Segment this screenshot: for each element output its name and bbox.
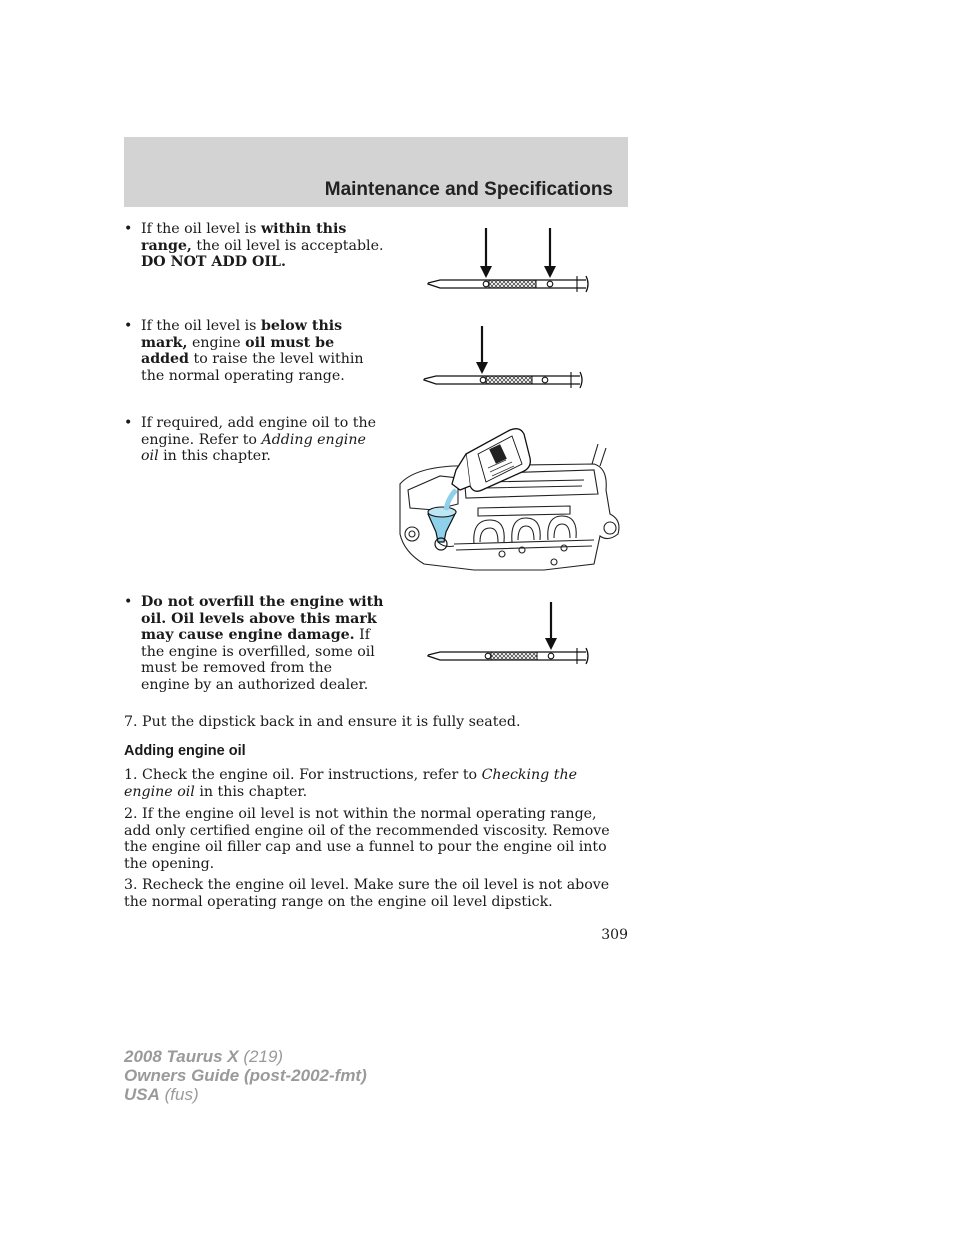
document-footer — [124, 1047, 367, 1104]
bullet-dot: • — [124, 594, 133, 610]
text-run: DO NOT ADD OIL. — [141, 254, 286, 271]
bullet-text — [124, 318, 384, 384]
dipstick-below-mark-figure — [420, 324, 590, 394]
text-run: 3. Recheck the engine oil level. Make sure the oil level is not above the normal operating range on the engine oil level dipstick. — [124, 877, 610, 910]
text-run: If the engine is overfilled, some oil must be removed from the engine by an authorized dealer. — [141, 627, 375, 693]
dipstick-illustration — [428, 648, 588, 664]
bullet-text — [124, 415, 384, 465]
bullet-text — [124, 221, 384, 271]
step-3 — [124, 877, 624, 910]
arrow-down-icon — [476, 326, 488, 374]
oil-bottle-illustration — [452, 429, 530, 492]
dipstick-overfill-figure — [424, 600, 594, 670]
funnel-illustration — [428, 507, 456, 550]
text-run: in this chapter. — [194, 783, 308, 800]
arrow-down-icon — [545, 602, 557, 650]
text-run: engine — [187, 334, 246, 351]
footer-line-2: Owners Guide (post-2002-fmt) — [124, 1066, 367, 1085]
bullet-do-not-overfill — [124, 594, 384, 694]
text-run: the oil level is acceptable. — [191, 237, 384, 254]
bullet-dot: • — [124, 318, 133, 334]
bullet-below-mark — [124, 318, 384, 384]
bullet-dot: • — [124, 415, 133, 431]
text-run: 2. If the engine oil level is not within the normal operating range, add only certified engine oil of the recommended viscosity. Remove the engine oil filler cap and use a funnel to pour the engine oil into the opening. — [124, 806, 610, 872]
subheading-adding-engine-oil: Adding engine oil — [124, 743, 246, 759]
text-run: 1. Check the engine oil. For instructions, refer to — [124, 767, 482, 783]
text-run: below this mark, — [141, 318, 343, 351]
step-1 — [124, 767, 624, 800]
text-run: Adding engine oil — [141, 431, 366, 465]
step-7: 7. Put the dipstick back in and ensure it is fully seated. — [124, 714, 521, 730]
section-header — [124, 137, 628, 207]
dipstick-illustration — [428, 276, 588, 292]
dipstick-illustration — [424, 372, 582, 388]
arrow-down-icon — [480, 228, 492, 278]
text-run: within this range, — [141, 221, 347, 254]
text-run: oil must be added — [141, 334, 335, 368]
text-run: Checking the engine oil — [124, 767, 578, 800]
page-number: 309 — [601, 927, 628, 943]
text-run: Do not overfill the engine with oil. Oil levels above this mark may cause engine damage. — [141, 594, 384, 644]
bullet-dot: • — [124, 221, 133, 237]
footer-line-1: 2008 Taurus X (219) — [124, 1047, 284, 1066]
section-title: Maintenance and Specifications — [324, 179, 613, 200]
dipstick-within-range-figure — [424, 226, 594, 296]
text-run: in this chapter. — [158, 448, 271, 465]
text-run: If required, add engine oil to the engine. Refer to — [141, 415, 377, 448]
arrow-down-icon — [544, 228, 556, 278]
footer-line-3: USA (fus) — [124, 1085, 199, 1104]
text-run: to raise the level within the normal operating range. — [141, 351, 364, 384]
text-run: If the oil level is — [141, 221, 261, 237]
text-run: If the oil level is — [141, 318, 261, 334]
step-2 — [124, 806, 624, 872]
bullet-add-oil — [124, 415, 384, 465]
bullet-within-range — [124, 221, 384, 271]
engine-oil-fill-figure — [394, 424, 626, 572]
bullet-text — [124, 594, 384, 694]
